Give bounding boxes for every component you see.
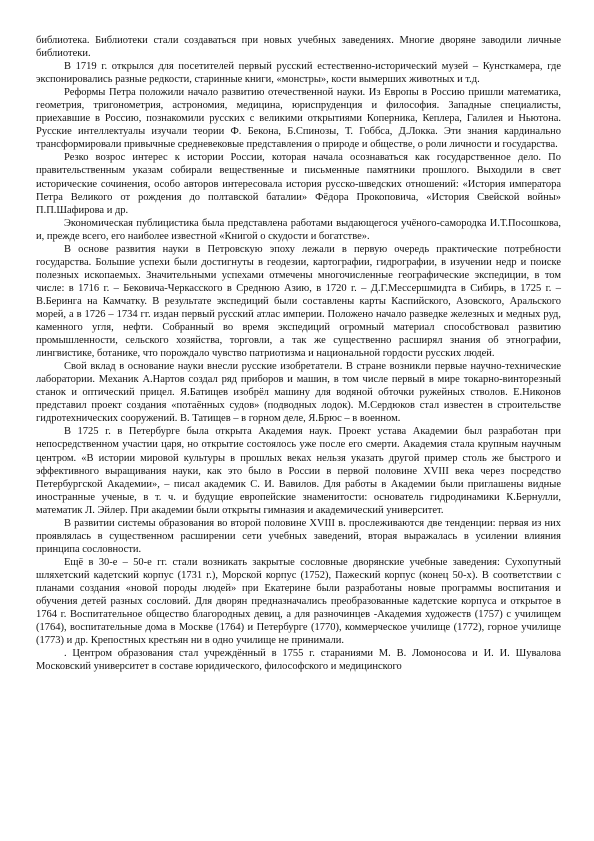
paragraph-academy-of-sciences: В 1725 г. в Петербурге была открыта Академия наук. Проект устава Академии был разработан при непосредственном участии царя, но открытие состоялось уже после его смерти. Академия стала крупным научным центром. «В истории мировой культуры в прошлых веках нельзя указать другой пример столь же быстрого и эффективного выращивания науки, как это было в России в первой половине XVIII века через посредство Петербургской Академии», – писал академик С. И. Вавилов. Для работы в Академии были приглашены видные иностранные ученые, в т. ч. и будущие европейские знаменитости: основатель гидродинамики К.Бернулли, математик Л. Эйлер. При академии были открыты гимназия и академический университет.: [36, 426, 561, 516]
paragraph-education-trends: В развитии системы образования во второй половине XVIII в. прослеживаются две тенденции: первая из них проявлялась в существенном расширении сети учебных заведений, вторая выражалась в усилении влияния принципа сословности.: [36, 517, 561, 555]
paragraph-economic-publicism: Экономическая публицистика была представлена работами выдающегося учёного-самородка И.Т.Посошкова, и, прежде всего, его наиболее известной «Книгой о скудости и богатстве».: [36, 217, 561, 242]
paragraph-kunstkamera: В 1719 г. открылся для посетителей первый русский естественно-исторический музей – Кунсткамера, где экспонировались разные редкости, старинные книги, «монстры», кости вымерших животных и т.д.: [36, 61, 561, 86]
paragraph-noble-schools: Ещё в 30-е – 50-е гг. стали возникать закрытые сословные дворянские учебные заведения: Сухопутный шляхетский кадетский корпус (1731 г.), Морской корпус (1752), Пажеский корпус (конец 50-х). В соответствии с планами создания «новой породы людей» при Екатерине были разработаны новые программы воспитания и обучения детей разных сословий. Для дворян предназначались преобразованные кадетские корпуса и открытое в 1764 г. Воспитательное общество благородных девиц, а для разночинцев -Академия художеств (1757) с училищем (1764), воспитательные дома в Москве (1764) и Петербурге (1770), коммерческое училище (1772), горное училище (1773) и др. Крепостных крестьян ни в одно училище не принимали.: [36, 556, 561, 647]
paragraph-moscow-university: . Центром образования стал учреждённый в 1755 г. стараниями М. В. Ломоносова и И. И. Шувалова Московский университет в составе юридического, философского и медицинского: [36, 648, 561, 673]
paragraph-libraries: библиотека. Библиотеки стали создаваться при новых учебных заведениях. Многие дворяне заводили личные библиотеки.: [36, 35, 561, 60]
document-page: [36, 34, 561, 673]
paragraph-science-practical: В основе развития науки в Петровскую эпоху лежали в первую очередь практические потребности государства. Большие успехи были достигнуты в геодезии, картографии, гидрографии, в изучении недр и поиске полезных ископаемых. Значительными успехами отмечены многочисленные географические экспедиции, в том числе: в 1716 г. – Бековича-Черкасского в Среднюю Азию, в 1720 г. – Д.Г.Мессершмидта в Сибирь, в 1725 г. – В.Беринга на Камчатку. В результате экспедиций были составлены карты Каспийского, Азовского, Аральского морей, а в 1726 – 1734 гг. издан первый русский атлас империи. Положено начало разведке железных и медных руд, каменного угля, нефти. Собранный во время экспедиций огромный материал способствовал развитию промышленности, сельского хозяйства, торговли, а так же существенно расширял знания об этнографии, лингвистике, ботанике, что порождало чувство патриотизма и национальной гордости русских людей.: [36, 243, 561, 360]
paragraph-history-interest: Резко возрос интерес к истории России, которая начала осознаваться как государственное дело. По правительственным указам собирали вещественные и письменные памятники прошлого. Выходили в свет исторические сочинения, особо авторов интересовала история русско-шведских отношений: «История императора Петра Великого от рождения до полтавской баталии» Фёдора Прокоповича, «История Свейской войны» П.П.Шафирова и др.: [36, 152, 561, 216]
paragraph-inventors: Свой вклад в основание науки внесли русские изобретатели. В стране возникли первые научно-технические лаборатории. Механик А.Нартов создал ряд приборов и машин, в том числе первый в мире токарно-винторезный станок и оптический прицел. Я.Батищев изобрёл машину для водяной обточки ружейных стволов. Е.Никонов представил проект создания «потаённых судов» (подводных лодок). М.Сердюков стал известен в строительстве гидротехнических сооружений. В. Татищев – в горном деле, Я.Брюс – в военном.: [36, 361, 561, 425]
paragraph-science-reforms: Реформы Петра положили начало развитию отечественной науки. Из Европы в Россию пришли математика, геометрия, тригонометрия, астрономия, медицина, юриспруденция и философия. Западные специалисты, приехавшие в Россию, познакомили русских с великими открытиями Коперника, Кеплера, Галилея и Ньютона. Русские интеллектуалы изучали теории Ф. Бекона, Б.Спинозы, Т. Гоббса, Д.Локка. Эти знания кардинально трансформировали привычные средневековые представления о природе и обществе, о роли личности и государства.: [36, 87, 561, 151]
